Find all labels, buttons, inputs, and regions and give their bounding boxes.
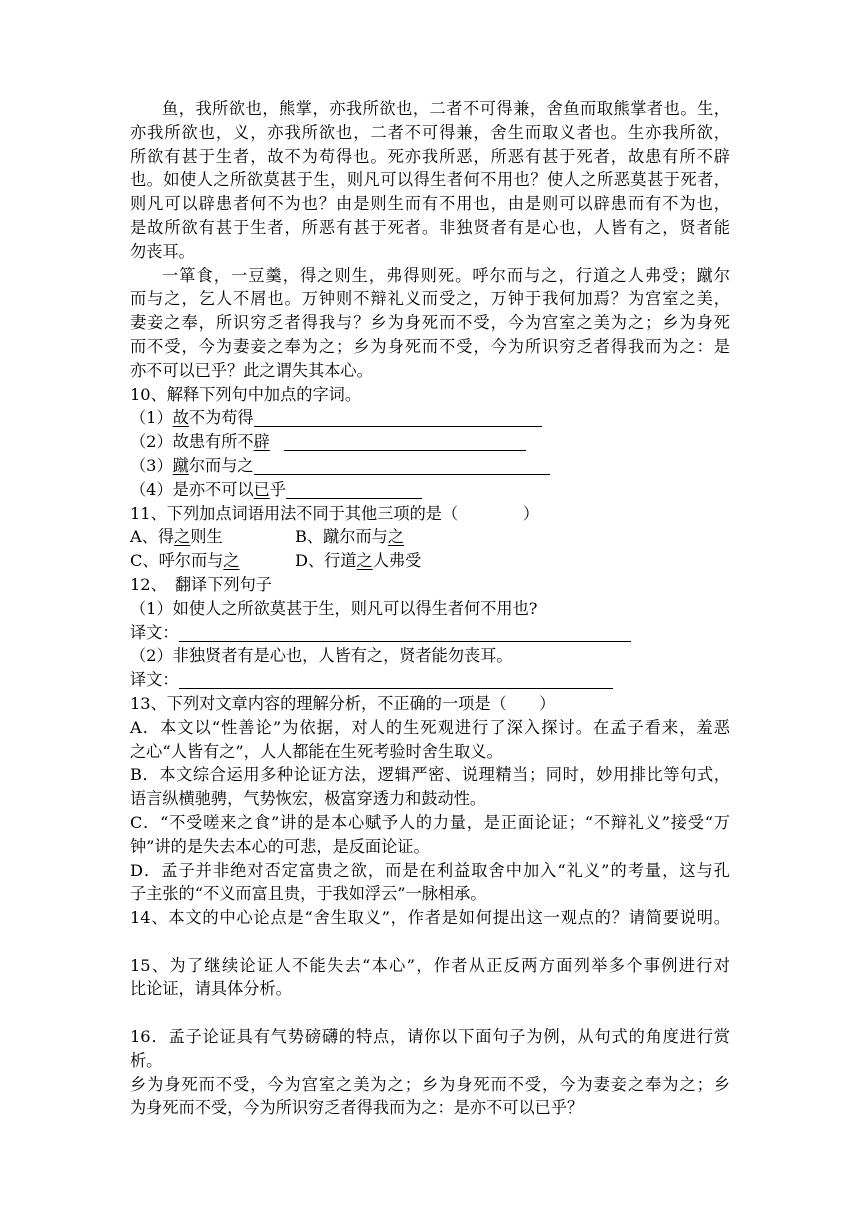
q13-line: B．本文综合运用多种论证方法，逻辑严密、说理精当；同时，妙用排比等句式， bbox=[130, 765, 730, 785]
q11-options-row bbox=[130, 549, 730, 573]
marked-word: 已 bbox=[253, 479, 270, 499]
item-text: 不为苟得 bbox=[188, 408, 254, 428]
question-stem: 15、为了继续论证人不能失去“本心”，作者从正反两方面列举多个事例进行对 bbox=[130, 955, 730, 975]
marked-word: 蹴 bbox=[172, 455, 189, 475]
answer-space[interactable] bbox=[130, 930, 730, 954]
question-11 bbox=[130, 502, 730, 573]
q13-line: 语言纵横驰骋，气势恢宏，极富穿透力和鼓动性。 bbox=[130, 789, 487, 809]
worksheet bbox=[130, 97, 730, 1120]
passage-line: 亦不可以已乎？此之谓失其本心。 bbox=[130, 360, 373, 380]
q10-item-1 bbox=[130, 406, 730, 430]
item-text: （3） bbox=[130, 455, 173, 475]
question-stem: 13、下列对文章内容的理解分析，不正确的一项是（ ） bbox=[130, 693, 556, 713]
option-a[interactable] bbox=[130, 525, 295, 549]
q12-sentence-2: （2）非独贤者有是心也，人皆有之，贤者能勿丧耳。 bbox=[130, 646, 513, 666]
passage-line: 鱼，我所欲也，熊掌，亦我所欲也，二者不可得兼，舍鱼而取熊掌者也。生， bbox=[162, 99, 730, 118]
question-12 bbox=[130, 573, 730, 692]
question-stem: 析。 bbox=[130, 1050, 163, 1070]
option-c[interactable] bbox=[130, 549, 295, 573]
q13-line: D．孟子并非绝对否定富贵之欲，而是在利益取舍中加入“礼义”的考量，这与孔 bbox=[130, 860, 730, 880]
quoted-sentence: 乡为身死而不受，今为宫室之美为之；乡为身死而不受，今为妻妾之奉为之；乡 bbox=[130, 1074, 730, 1094]
q13-line: 子主张的“不义而富且贵，于我如浮云”一脉相承。 bbox=[130, 884, 487, 904]
item-text: （1） bbox=[130, 408, 173, 428]
question-stem: 14、本文的中心论点是“舍生取义”，作者是如何提出这一观点的？请简要说明。 bbox=[130, 908, 730, 928]
question-13 bbox=[130, 692, 730, 906]
q12-answer-1 bbox=[130, 621, 730, 645]
question-stem: 16．孟子论证具有气势磅礴的特点，请你以下面句子为例，从句式的角度进行赏 bbox=[130, 1027, 730, 1047]
answer-space[interactable] bbox=[130, 1001, 730, 1025]
answer-blank[interactable] bbox=[179, 625, 631, 642]
q11-options-row bbox=[130, 525, 730, 549]
question-stem: 11、下列加点词语用法不同于其他三项的是（ ） bbox=[130, 503, 540, 523]
q10-item-4 bbox=[130, 478, 730, 502]
marked-word: 之 bbox=[174, 527, 191, 547]
question-16 bbox=[130, 1025, 730, 1120]
q10-item-2 bbox=[130, 430, 730, 454]
question-10 bbox=[130, 383, 730, 502]
marked-word: 之 bbox=[223, 551, 240, 571]
marked-word: 辟 bbox=[253, 432, 270, 452]
question-stem: 比论证，请具体分析。 bbox=[130, 979, 292, 999]
q10-item-3 bbox=[130, 454, 730, 478]
passage-line: 一箪食，一豆羹，得之则生，弗得则死。呼尔而与之，行道之人弗受；蹴尔 bbox=[162, 265, 730, 285]
passage-paragraph-2 bbox=[130, 264, 730, 383]
q13-line: C．“不受嗟来之食”讲的是本心赋予人的力量，是正面论证；“不辩礼义”接受“万 bbox=[130, 812, 730, 832]
option-text: B、蹴尔而与 bbox=[295, 527, 388, 547]
option-text: 则生 bbox=[190, 527, 223, 547]
question-14 bbox=[130, 906, 730, 954]
question-stem: 10、解释下列句中加点的字词。 bbox=[130, 384, 362, 404]
question-15 bbox=[130, 954, 730, 1025]
passage-line: 所欲有甚于生者，故不为苟得也。死亦我所恶，所恶有甚于死者，故患有所不辟 bbox=[130, 146, 730, 166]
passage-line: 而不受，今为妻妾之奉为之；乡为身死而不受，今为所识穷乏者得我而为之：是 bbox=[130, 336, 730, 356]
answer-blank[interactable] bbox=[254, 410, 542, 427]
passage-line: 而与之，乞人不屑也。万钟则不辩礼义而受之，万钟于我何加焉？为宫室之美， bbox=[130, 289, 730, 309]
quoted-sentence: 为身死而不受，今为所识穷乏者得我而为之：是亦不可以已乎？ bbox=[130, 1098, 584, 1118]
item-text: （4）是亦不可以 bbox=[130, 479, 254, 499]
passage-paragraph-1 bbox=[130, 97, 730, 264]
q13-line: A．本文以“性善论”为依据，对人的生死观进行了深入探讨。在孟子看来，羞恶 bbox=[130, 717, 730, 737]
option-text: D、行道 bbox=[295, 551, 357, 571]
item-text: （2）故患有所不 bbox=[130, 432, 254, 452]
translation-label: 译文： bbox=[130, 622, 179, 642]
passage-line: 妻妾之奉，所识穷乏者得我与？乡为身死而不受，今为宫室之美为之；乡为身死 bbox=[130, 313, 730, 333]
question-stem: 12、 翻译下列句子 bbox=[130, 574, 272, 594]
answer-blank[interactable] bbox=[254, 458, 550, 475]
item-text: 乎 bbox=[269, 479, 286, 499]
marked-word: 之 bbox=[356, 551, 373, 571]
option-text: C、呼尔而与 bbox=[130, 551, 224, 571]
option-d[interactable] bbox=[295, 549, 421, 573]
q12-sentence-1: （1）如使人之所欲莫甚于生，则凡可以得生者何不用也? bbox=[130, 598, 538, 618]
option-text: 人弗受 bbox=[372, 551, 422, 571]
q13-line: 钟”讲的是失去本心的可悲，是反面论证。 bbox=[130, 836, 430, 856]
passage-line: 则凡可以辟患者何不为也？由是则生而有不用也，由是则可以辟患而有不为也， bbox=[130, 194, 730, 214]
passage-line: 勿丧耳。 bbox=[130, 241, 195, 261]
passage-line: 是故所欲有甚于生者，所恶有甚于死者。非独贤者有是心也，人皆有之，贤者能 bbox=[130, 217, 730, 237]
answer-blank[interactable] bbox=[286, 482, 422, 499]
passage-line: 也。如使人之所欲莫甚于生，则凡可以得生者何不用也？使人之所恶莫甚于死者， bbox=[130, 170, 730, 190]
marked-word: 之 bbox=[387, 527, 405, 547]
passage-line: 亦我所欲也，义，亦我所欲也，二者不可得兼，舍生而取义者也。生亦我所欲， bbox=[130, 122, 730, 142]
answer-blank[interactable] bbox=[179, 672, 613, 689]
option-text: A、得 bbox=[130, 527, 175, 547]
option-b[interactable] bbox=[295, 525, 404, 549]
marked-word: 故 bbox=[172, 408, 189, 428]
answer-blank[interactable] bbox=[284, 434, 526, 451]
item-text: 尔而与之 bbox=[188, 455, 254, 475]
translation-label: 译文： bbox=[130, 670, 179, 690]
q12-answer-2 bbox=[130, 668, 730, 692]
q13-line: 之心“人皆有之”，人人都能在生死考验时舍生取义。 bbox=[130, 741, 503, 761]
